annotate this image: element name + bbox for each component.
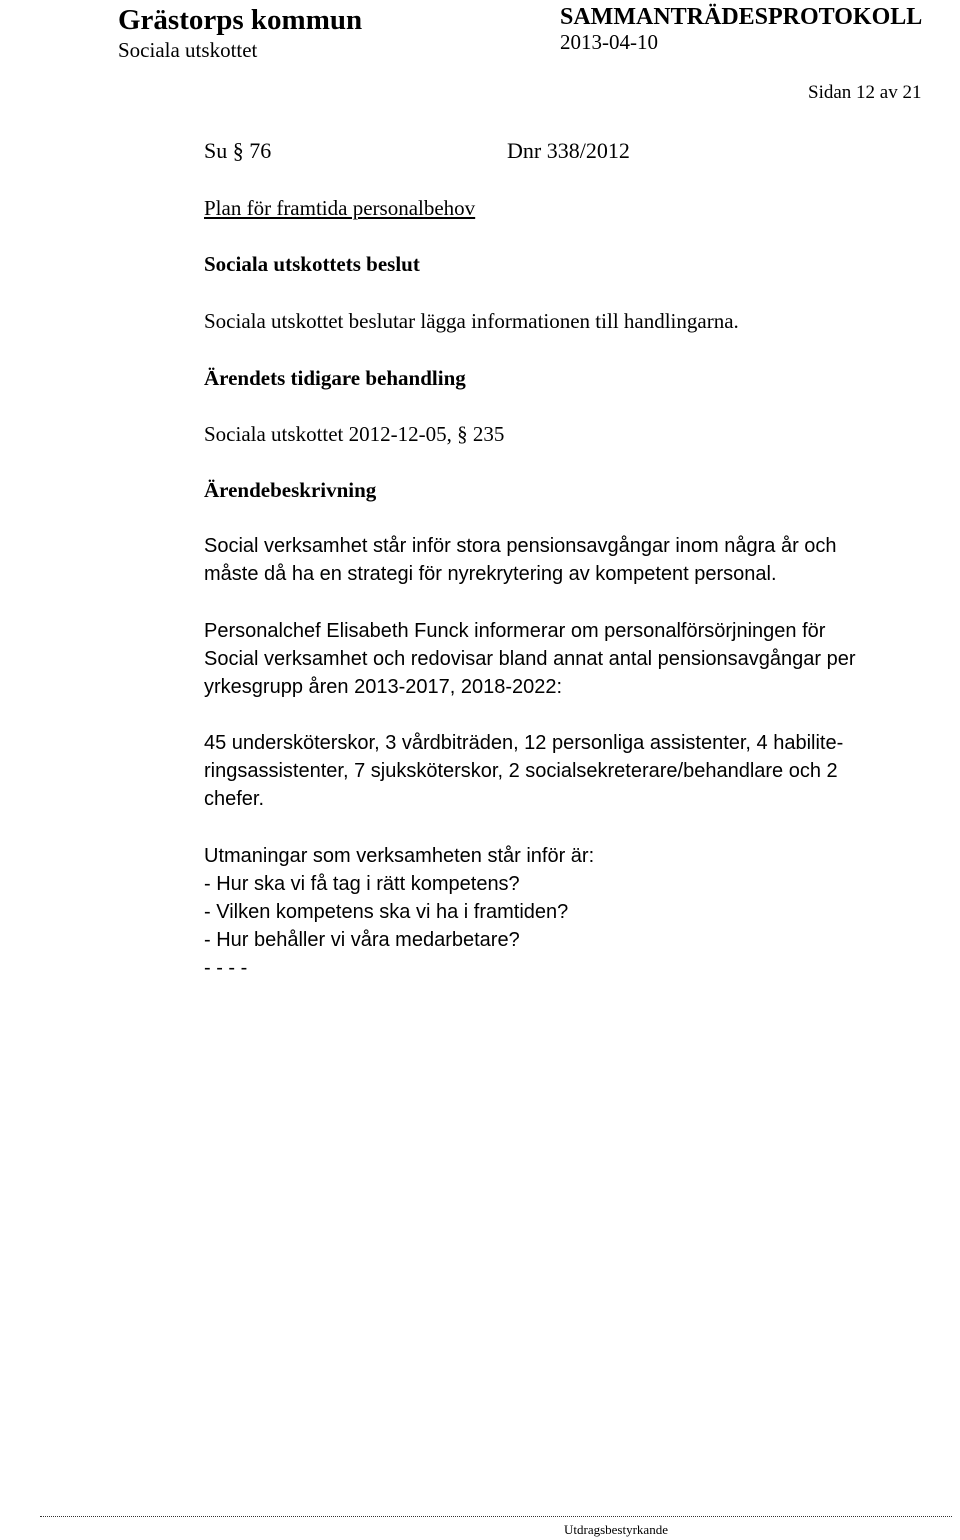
end-marker: - - - -: [204, 957, 248, 979]
paragraph-line: Social verksamhet står inför stora pensionsavgångar inom några år och: [204, 535, 837, 557]
list-item: - Hur ska vi få tag i rätt kompetens?: [204, 873, 520, 895]
paragraph-line: 45 undersköterskor, 3 vårdbiträden, 12 personliga assistenter, 4 habilite-: [204, 732, 844, 754]
list-item: - Hur behåller vi våra medarbetare?: [204, 929, 520, 951]
footer-divider: [40, 1516, 952, 1517]
decision-text: Sociala utskottet beslutar lägga informationen till handlingarna.: [204, 309, 739, 333]
case-number: Su § 76: [204, 138, 272, 163]
history-heading: Ärendets tidigare behandling: [204, 366, 466, 390]
paragraph-line: måste då ha en strategi för nyrekrytering av kompetent personal.: [204, 563, 777, 585]
challenges-intro: Utmaningar som verksamheten står inför är:: [204, 845, 595, 867]
list-item: - Vilken kompetens ska vi ha i framtiden?: [204, 901, 569, 923]
case-dnr: Dnr 338/2012: [507, 138, 630, 163]
committee-name: Sociala utskottet: [118, 38, 258, 62]
history-text: Sociala utskottet 2012-12-05, § 235: [204, 422, 505, 446]
organization-name: Grästorps kommun: [118, 4, 363, 36]
meeting-date: 2013-04-10: [560, 30, 658, 54]
paragraph-line: Personalchef Elisabeth Funck informerar om personalförsörjningen för: [204, 620, 826, 642]
document-type: SAMMANTRÄDESPROTOKOLL: [560, 4, 923, 30]
paragraph-line: chefer.: [204, 788, 265, 810]
paragraph-line: yrkesgrupp åren 2013-2017, 2018-2022:: [204, 676, 563, 698]
decision-heading: Sociala utskottets beslut: [204, 252, 420, 276]
description-heading: Ärendebeskrivning: [204, 478, 377, 502]
footer-label: Utdragsbestyrkande: [564, 1522, 668, 1537]
paragraph-line: Social verksamhet och redovisar bland annat antal pensionsavgångar per: [204, 648, 856, 670]
case-title: Plan för framtida personalbehov: [204, 196, 476, 220]
paragraph-line: ringsassistenter, 7 sjuksköterskor, 2 socialsekreterare/behandlare och 2: [204, 760, 838, 782]
page-number: Sidan 12 av 21: [808, 82, 922, 103]
